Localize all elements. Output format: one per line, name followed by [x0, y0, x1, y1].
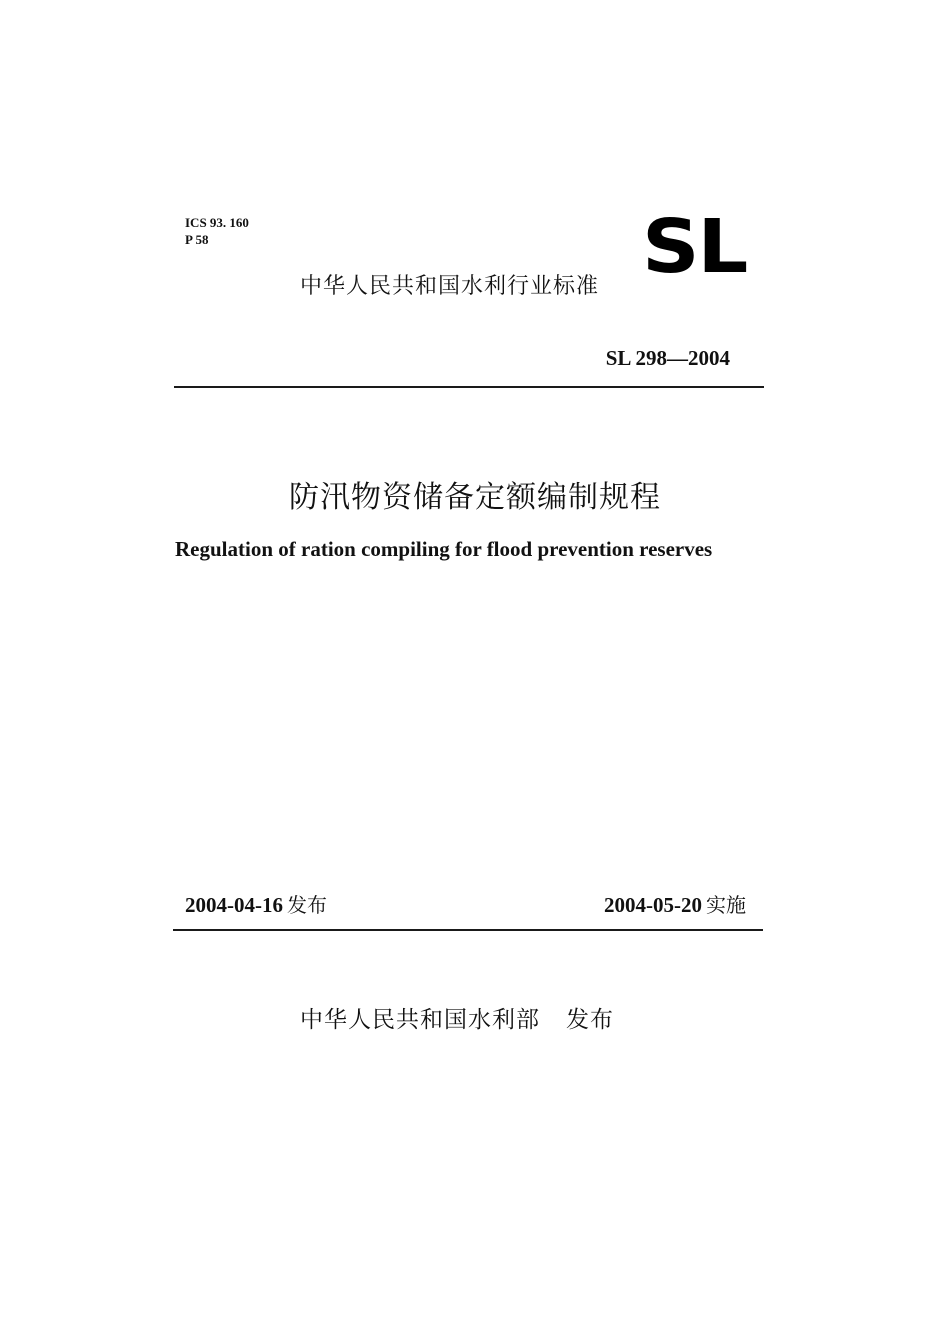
bottom-divider — [173, 929, 763, 931]
sl-logo: SL — [642, 204, 747, 290]
issue-label: 发布 — [287, 893, 327, 917]
implement-label: 实施 — [706, 893, 746, 917]
top-divider — [174, 386, 764, 388]
publisher-name: 中华人民共和国水利部 — [300, 1007, 540, 1033]
issue-date-line — [185, 890, 327, 920]
ics-code: ICS 93. 160 — [185, 215, 249, 230]
standard-number: SL 298—2004 — [605, 346, 730, 370]
standard-type: 中华人民共和国水利行业标准 — [300, 274, 600, 299]
classification-codes — [185, 214, 249, 248]
title-chinese: 防汛物资储备定额编制规程 — [289, 480, 661, 515]
publish-label: 发布 — [566, 1007, 614, 1033]
implement-date: 2004-05-20 — [604, 893, 702, 917]
title-english: Regulation of ration compiling for flood prevention reserves — [175, 537, 713, 561]
implement-date-line — [604, 890, 746, 920]
publisher-line — [300, 1004, 614, 1036]
classification-code: P 58 — [185, 232, 209, 247]
issue-date: 2004-04-16 — [185, 893, 283, 917]
